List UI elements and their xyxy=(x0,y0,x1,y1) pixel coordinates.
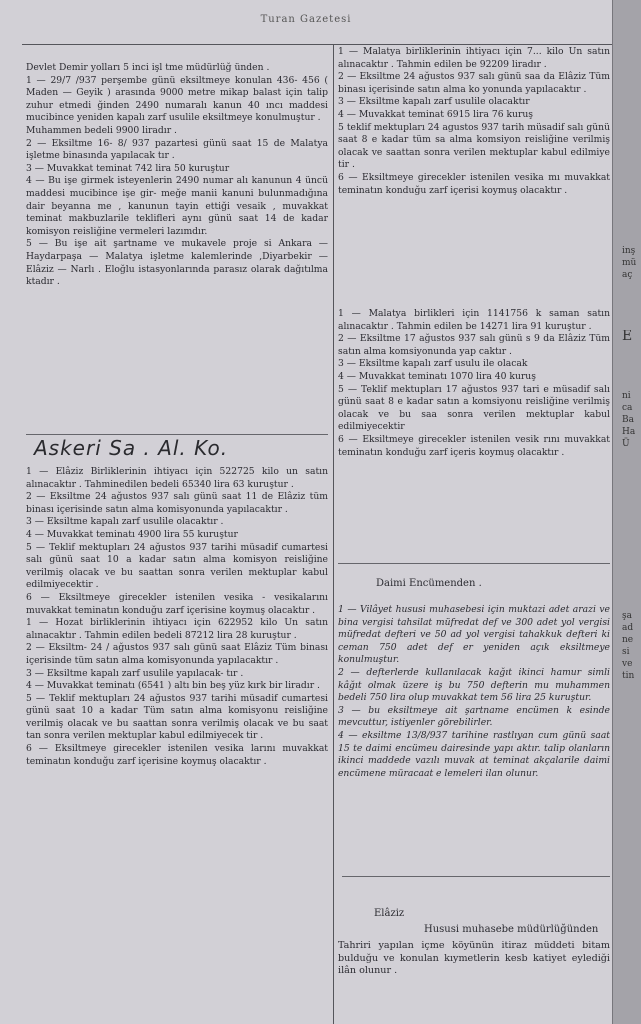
section-rule-right xyxy=(338,563,610,564)
adjacent-page-edge xyxy=(612,0,641,1024)
askeri-notice: 1 — Elâziz Birliklerinin ihtiyacı için 522725 kilo un satın alınacaktır . Tahminedilen bedeli 65340 lira 63 kuruştur . 2 — Eksiltme 24 ağustos 937 salı günü saat 11 de Elâziz tüm binası içerisinde satın alma komisyonunda yapılacaktır . 3 — Eksiltme kapalı zarf usulile olacaktır . 4 — Muvakkat teminatı 4900 lira 55 kuruştur 5 — Teklif mektupları 24 ağustos 937 tarihi müsadif cumartesi salı günü saat 10 a kadar satın alma komisyon reisliğine verilmiş olacak ve bu saattan sonra verilen mektuplar kabul edilmiyecektir . 6 — Eksiltmeye girecekler istenilen vesika - vesikalarını muvakkat teminatın konduğu zarf içerisine koymuş olacaktır . 1 — Hozat birliklerinin ihtiyacı için 622952 kilo Un satın alınacaktır . Tahmin edilen bedeli 87212 lira 28 kuruştur . 2 — Eksiltm- 24 / ağustos 937 salı günü saat Elâziz Tüm binası içerisinde tüm satın alma komisyonunda yapılacaktır . 3 — Eksiltme kapalı zarf usulile yapılacak- tır . 4 — Muvakkat teminatı (6541 ) altı bin beş yüz kırk bir liradır . 5 — Teklif mektupları 24 ağustos 937 tarihi müsadif cumartesi günü saat 10 a kadar Tüm satın alma komisyonu reisliğine verilmiş olacak ve bu saattan sonra verilmiş olacak ve bu saat tan sonra verilen mektuplar kabul edilmiyecek tir . 6 — Eksiltmeye girecekler istenilen vesika larını muvakkat teminatın konduğu zarf içerisine koymuş olacaktır . xyxy=(26,466,328,767)
edge-text-a: inş mü aç xyxy=(622,246,637,280)
section-rule-bottom xyxy=(342,876,610,877)
edge-text-b: E xyxy=(622,330,633,342)
header-rule xyxy=(22,44,612,45)
edge-text-c: ni ca Ba Ha Ü xyxy=(622,391,636,449)
daimi-encumen-title: Daimi Encümenden . xyxy=(376,578,482,589)
edge-text-d: şa ad ne si ve tin xyxy=(622,611,635,681)
malatya-saman-notice: 1 — Malatya birlikleri için 1141756 k saman satın alınacaktır . Tahmin edilen be 14271 lira 91 kuruştur . 2 — Eksiltme 17 ağustos 937 salı günü s 9 da Elâziz Tüm satın alma komsiyonunda yap caktır . 3 — Eksiltme kapalı zarf usulu ile olacak 4 — Muvakkat teminatı 1070 lira 40 kuruş 5 — Teklif mektupları 17 ağustos 937 tari e müsadif salı günü saat 8 e kadar satın a komsiyonu reisliğine verilmiş olacak ve bu saa sonra verilen mektuplar kabul edilmiyecektir 6 — Eksiltmeye girecekler istenilen vesik rını muvakkat teminatın konduğu zarf içeris koymuş olacaktır . xyxy=(338,308,610,458)
malatya-un-notice: 1 — Malatya birliklerinin ihtiyacı için 7... kilo Un satın alınacaktır . Tahmin edilen be 92209 liradır . 2 — Eksiltme 24 ağustos 937 salı günü saa da Elâziz Tüm binası içerisinde satın alma ko yonunda yapılacaktır . 3 — Eksiltme kapalı zarf usulile olacaktır 4 — Muvakkat teminat 6915 lira 76 kuruş 5 teklif mektupları 24 agustos 937 tarih müsadif salı günü saat 8 e kadar tüm sa alma komsiyon reisliğine verilmiş olacak ve saattan sonra verilen mektuplar kabul edilmiye tir . 6 — Eksiltmeye girecekler istenilen vesika mı muvakkat teminatın konduğu zarf içerisi koymuş olacaktır . xyxy=(338,46,610,196)
column-divider xyxy=(333,44,334,1024)
hususi-muhasebe-title: Hususi muhasebe müdürlüğünden xyxy=(424,924,599,935)
hususi-muhasebe-notice: Tahriri yapılan içme köyünün itiraz müddeti bitam bulduğu ve konulan kıymetlerin kesb katiyet eylediği ilân olunur . xyxy=(338,940,610,977)
askeri-satin-alma-title: Askeri Sa . Al. Ko. xyxy=(34,436,229,460)
elaziz-label: Elâziz xyxy=(374,908,405,919)
section-rule-left xyxy=(26,434,328,435)
newspaper-header: Turan Gazetesi xyxy=(260,14,352,25)
daimi-encumen-notice: 1 — Vilâyet hususi muhasebesi için muktazi adet arazi ve bina vergisi tahsilat müfredat def ve 300 adet yol vergisi müfredat defteri ve 50 ad yol vergisi tahakkuk defteri ki ceman 750 adet def er yeniden açık eksiltmeye konulmuştur. 2 — defterlerde kullanılacak kağıt ikinci hamur simli kâğıt olmak üzere iş bu 750 defterin mu muhammen bedeli 750 lira olup muvakkat tem 56 lira 25 kuruştur. 3 — bu eksiltmeye ait şartname encümen k esinde mevcuttur, istiyenler görebilirler. 4 — eksiltme 13/8/937 tarihine rastlıyan cum günü saat 15 te daimi encümeu dairesinde yapı aktır. talip olanların ikinci maddede vazılı muvak at teminat akçalarile daimi encümene müracaat e lemeleri ilan olunur. xyxy=(338,604,610,779)
demiryollari-notice: Devlet Demir yolları 5 inci işl tme müdürlüğ ünden . 1 — 29/7 /937 perşembe günü eksiltmeye konulan 436- 456 ( Maden — Geyik ) arasında 9000 metre mikap balast için talip zuhur etmedi ğinden 2490 numaralı kanun 40 ıncı maddesi mucibince yeniden kapalı zarf usulile eksiltmeye konulmuştur . Muhammen bedeli 9900 liradır . 2 — Eksiltme 16- 8/ 937 pazartesi günü saat 15 de Malatya işletme binasında yapılacak tır . 3 — Muvakkat teminat 742 lira 50 kuruştur 4 — Bu işe girmek isteyenlerin 2490 numar alı kanunun 4 üncü maddesi mucibince işe gir- meğe manii kanuni bulunmadığına dair beyanna me , kanunun tayin ettiği vesaik , muvakkat teminat makbuzlarile teklifleri aynı günü saat 14 de kadar komisyon reisliğine vermeleri lazımdır. 5 — Bu işe ait şartname ve mukavele proje si Ankara — Haydarpaşa — Malatya işletme kalemlerinde ,Diyarbekir —Elâziz — Narlı . Eloğlu istasyonlarında parasız olarak dağıtılma ktadır . xyxy=(26,62,328,288)
